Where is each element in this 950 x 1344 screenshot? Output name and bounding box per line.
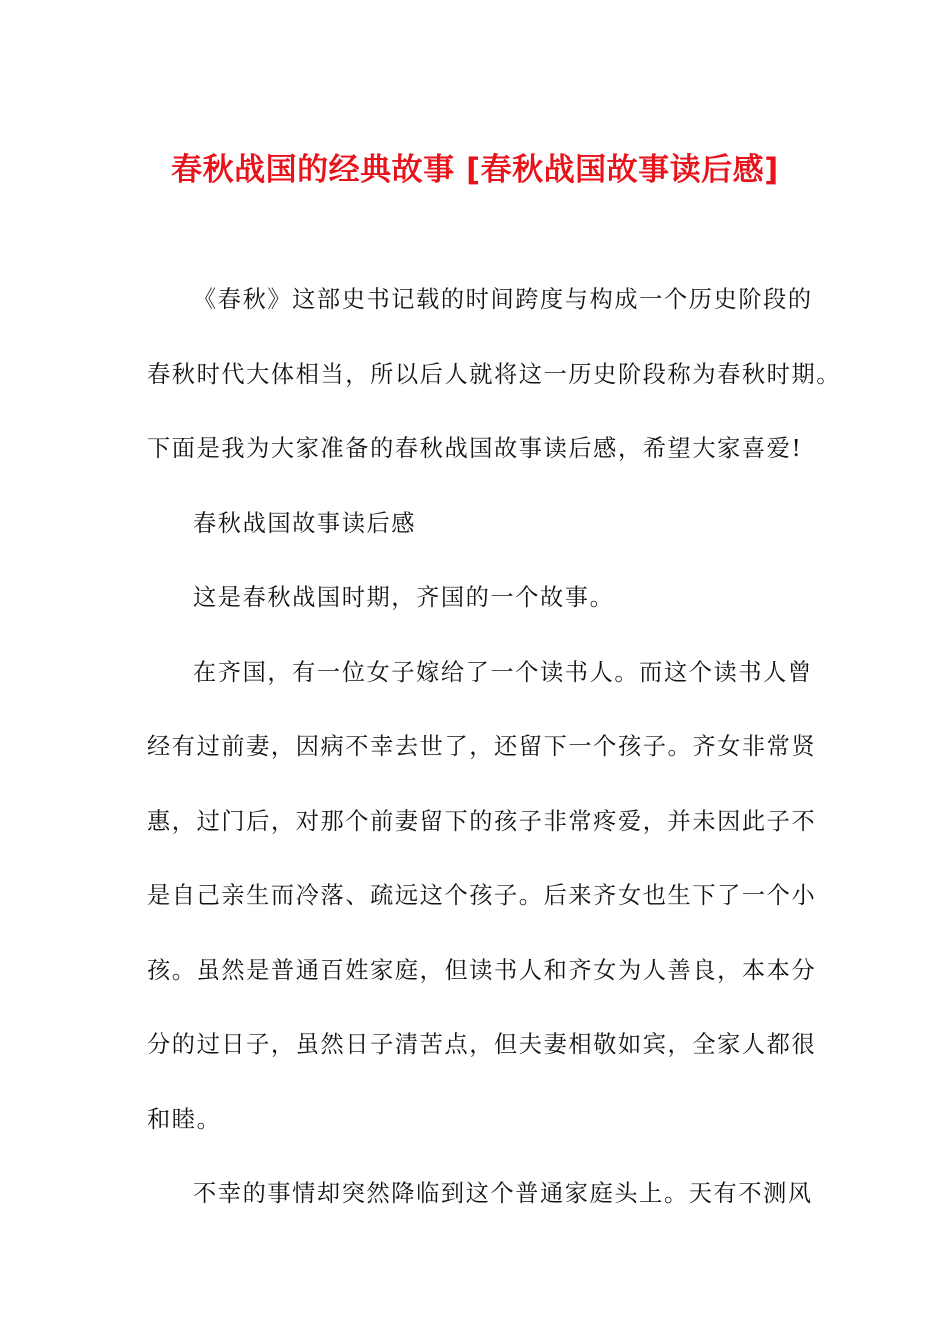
body-line-7: 经有过前妻，因病不幸去世了，还留下一个孩子。齐女非常贤 xyxy=(147,733,817,760)
body-line-9: 是自己亲生而冷落、疏远这个孩子。后来齐女也生下了一个小 xyxy=(147,882,817,909)
body-line-4: 春秋战国故事读后感 xyxy=(193,509,417,537)
body-line-12: 和睦。 xyxy=(147,1105,222,1133)
body-line-1: 《春秋》这部史书记载的时间跨度与构成一个历史阶段的 xyxy=(193,286,813,313)
body-line-8: 惠，过门后，对那个前妻留下的孩子非常疼爱，并未因此子不 xyxy=(147,807,817,835)
document-body xyxy=(147,278,842,1247)
body-line-6: 在齐国，有一位女子嫁给了一个读书人。而这个读书人曾 xyxy=(193,658,813,686)
document-title: 春秋战国的经典故事 [春秋战国故事读后感] xyxy=(171,152,779,188)
body-line-2: 春秋时代大体相当，所以后人就将这一历史阶段称为春秋时期。 xyxy=(147,360,842,388)
body-line-5: 这是春秋战国时期，齐国的一个故事。 xyxy=(193,584,615,611)
body-line-11: 分的过日子，虽然日子清苦点，但夫妻相敬如宾，全家人都很 xyxy=(147,1031,817,1058)
body-line-10: 孩。虽然是普通百姓家庭，但读书人和齐女为人善良，本本分 xyxy=(147,956,817,984)
body-line-3: 下面是我为大家准备的春秋战国故事读后感，希望大家喜爱! xyxy=(147,435,803,462)
body-line-13: 不幸的事情却突然降临到这个普通家庭头上。天有不测风 xyxy=(193,1180,813,1207)
